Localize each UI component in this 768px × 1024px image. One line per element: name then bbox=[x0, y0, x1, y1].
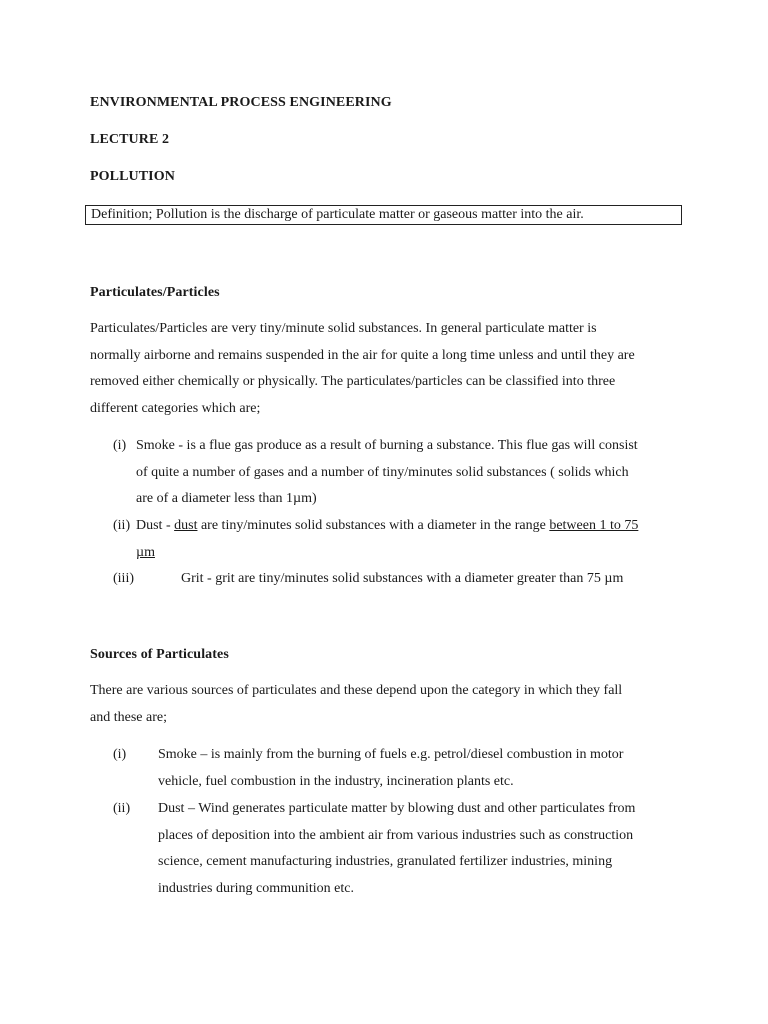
definition-box bbox=[85, 205, 682, 225]
paragraph-line: different categories which are; bbox=[90, 400, 261, 416]
list-item-line: industries during communition etc. bbox=[158, 880, 354, 896]
paragraph-line: There are various sources of particulates and these depend upon the category in which they fall bbox=[90, 683, 623, 698]
list-marker: (i) bbox=[113, 747, 127, 762]
text-run: Dust - bbox=[136, 518, 175, 533]
list-item-line: Smoke - is a flue gas produce as a result of burning a substance. This flue gas will consist bbox=[136, 438, 638, 453]
underlined-unit: µm bbox=[136, 544, 155, 560]
underlined-term: dust bbox=[174, 518, 198, 533]
list-item-line: Dust – Wind generates particulate matter by blowing dust and other particulates from bbox=[158, 801, 636, 816]
list-marker: (i) bbox=[113, 438, 127, 453]
list-item-text bbox=[158, 796, 698, 902]
topic-heading: POLLUTION bbox=[90, 169, 175, 184]
list-item-line: places of deposition into the ambient air from various industries such as construction bbox=[158, 827, 634, 843]
underlined-range: between 1 to 75 bbox=[549, 518, 639, 533]
list-item-line: are of a diameter less than 1µm) bbox=[136, 491, 317, 506]
paragraph-line: Particulates/Particles are very tiny/minute solid substances. In general particulate matter is bbox=[90, 321, 597, 336]
list-item-line bbox=[136, 513, 696, 540]
list-item-line: of quite a number of gases and a number of tiny/minutes solid substances ( solids which bbox=[136, 464, 629, 480]
document-title: ENVIRONMENTAL PROCESS ENGINEERING bbox=[90, 95, 392, 110]
list-item-line bbox=[136, 540, 696, 567]
paragraph-line: and these are; bbox=[90, 709, 167, 725]
list-item-text bbox=[158, 742, 698, 795]
list-item-line: Smoke – is mainly from the burning of fuels e.g. petrol/diesel combustion in motor bbox=[158, 747, 624, 762]
sources-intro bbox=[90, 678, 680, 731]
particulates-heading: Particulates/Particles bbox=[90, 285, 220, 300]
paragraph-line: normally airborne and remains suspended in the air for quite a long time unless and until they are bbox=[90, 347, 635, 363]
list-marker: (ii) bbox=[113, 518, 131, 533]
list-item-text: Grit - grit are tiny/minutes solid substances with a diameter greater than 75 µm bbox=[181, 571, 624, 586]
sources-heading: Sources of Particulates bbox=[90, 647, 229, 662]
list-item-text bbox=[136, 513, 696, 566]
paragraph-line: removed either chemically or physically. The particulates/particles can be classified into three bbox=[90, 374, 616, 389]
list-item-text bbox=[136, 433, 696, 513]
definition-text: Definition; Pollution is the discharge of particulate matter or gaseous matter into the air. bbox=[91, 207, 584, 222]
lecture-label: LECTURE 2 bbox=[90, 132, 170, 147]
list-marker: (ii) bbox=[113, 801, 131, 816]
list-item-line: science, cement manufacturing industries, granulated fertilizer industries, mining bbox=[158, 854, 613, 869]
text-run: are tiny/minutes solid substances with a diameter in the range bbox=[197, 518, 550, 533]
particulates-intro bbox=[90, 316, 680, 422]
list-item-line: vehicle, fuel combustion in the industry, incineration plants etc. bbox=[158, 773, 514, 789]
list-marker: (iii) bbox=[113, 571, 134, 586]
